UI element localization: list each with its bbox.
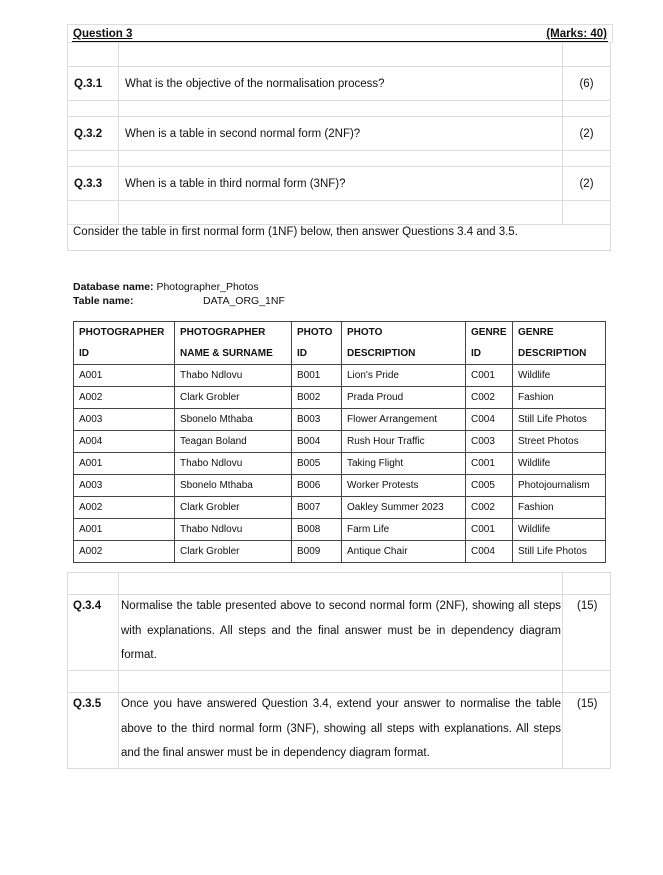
column-header-bottom: DESCRIPTION (342, 342, 466, 365)
table-cell: Sbonelo Mthaba (175, 409, 292, 431)
table-row (74, 475, 606, 497)
table-cell: B004 (292, 431, 342, 453)
table-cell: A004 (74, 431, 175, 453)
table-cell: Fashion (513, 387, 606, 409)
table-cell: Clark Grobler (175, 541, 292, 563)
column-header-top: GENRE (513, 322, 606, 343)
question-number: Q.3.1 (68, 67, 119, 101)
question-row-3-2 (68, 117, 611, 151)
column-header-bottom: DESCRIPTION (513, 342, 606, 365)
table-cell: A001 (74, 365, 175, 387)
table-cell: Teagan Boland (175, 431, 292, 453)
column-header-top: GENRE (466, 322, 513, 343)
database-name-label: Database name: (73, 281, 154, 293)
table-cell: A002 (74, 387, 175, 409)
table-cell: Oakley Summer 2023 (342, 497, 466, 519)
table-cell: Clark Grobler (175, 497, 292, 519)
table-cell: Street Photos (513, 431, 606, 453)
table-row (74, 431, 606, 453)
question-number: Q.3.2 (68, 117, 119, 151)
table-cell: A003 (74, 475, 175, 497)
table-cell: C005 (466, 475, 513, 497)
table-cell: B003 (292, 409, 342, 431)
table-cell: C001 (466, 365, 513, 387)
table-cell: C004 (466, 541, 513, 563)
table-cell: Wildlife (513, 365, 606, 387)
spacer-row (68, 573, 611, 595)
question-text: What is the objective of the normalisation process? (119, 67, 563, 101)
question-marks: (Marks: 40) (546, 28, 607, 40)
table-cell: A002 (74, 541, 175, 563)
table-cell: Still Life Photos (513, 541, 606, 563)
question-header (67, 24, 613, 43)
question-text-3-4: Normalise the table presented above to second normal form (2NF), showing all steps with explanations. All steps and the final answer must be in dependency diagram format. (121, 600, 561, 661)
column-header-top: PHOTOGRAPHER (175, 322, 292, 343)
table-row (74, 519, 606, 541)
table-cell: Thabo Ndlovu (175, 519, 292, 541)
table-cell: B006 (292, 475, 342, 497)
table-cell: B008 (292, 519, 342, 541)
header-row-top (74, 322, 606, 343)
table-cell: A001 (74, 453, 175, 475)
spacer-row (68, 101, 611, 117)
table-cell: A002 (74, 497, 175, 519)
spacer-row (68, 151, 611, 167)
consider-text: Consider the table in first normal form (1NF) below, then answer Questions 3.4 and 3.5. (73, 226, 518, 238)
table-row (74, 409, 606, 431)
question-mark: (2) (563, 117, 611, 151)
question-mark-3-5: (15) (577, 698, 598, 710)
question-row-3-1 (68, 67, 611, 101)
table-cell: Still Life Photos (513, 409, 606, 431)
table-cell: Antique Chair (342, 541, 466, 563)
table-cell: C003 (466, 431, 513, 453)
table-cell: Flower Arrangement (342, 409, 466, 431)
table-cell: B001 (292, 365, 342, 387)
question-mark: (6) (563, 67, 611, 101)
table-cell: Sbonelo Mthaba (175, 475, 292, 497)
photographer-photos-table (73, 321, 606, 563)
spacer-row (68, 43, 611, 67)
table-cell: Thabo Ndlovu (175, 453, 292, 475)
table-cell: Farm Life (342, 519, 466, 541)
table-cell: Clark Grobler (175, 387, 292, 409)
question-title: Question 3 (73, 28, 133, 40)
column-header-bottom: ID (74, 342, 175, 365)
column-header-bottom: ID (466, 342, 513, 365)
table-row (74, 387, 606, 409)
spacer-row (68, 671, 611, 693)
table-row (74, 453, 606, 475)
table-name-label: Table name: (73, 295, 134, 307)
table-cell: Prada Proud (342, 387, 466, 409)
question-number-3-4: Q.3.4 (73, 600, 102, 612)
database-name-line (73, 281, 259, 293)
question-row-3-3 (68, 167, 611, 201)
short-questions-table (67, 42, 611, 251)
question-mark: (2) (563, 167, 611, 201)
table-cell: Lion's Pride (342, 365, 466, 387)
table-cell: C004 (466, 409, 513, 431)
table-row (74, 365, 606, 387)
question-text: When is a table in third normal form (3NF)? (119, 167, 563, 201)
database-name-value: Photographer_Photos (156, 281, 259, 293)
table-cell: Taking Flight (342, 453, 466, 475)
table-cell: Wildlife (513, 519, 606, 541)
column-header-top: PHOTO (342, 322, 466, 343)
table-name-line (73, 295, 134, 307)
question-text-3-5: Once you have answered Question 3.4, extend your answer to normalise the table above to the third normal form (3NF), showing all steps with explanations. All steps and the final answer must be in dependency diagram format. (121, 698, 561, 759)
question-mark-3-4: (15) (577, 600, 598, 612)
header-row-bottom (74, 342, 606, 365)
table-cell: B002 (292, 387, 342, 409)
table-cell: Wildlife (513, 453, 606, 475)
table-cell: C001 (466, 453, 513, 475)
table-cell: B005 (292, 453, 342, 475)
table-cell: Fashion (513, 497, 606, 519)
column-header-top: PHOTOGRAPHER (74, 322, 175, 343)
column-header-bottom: ID (292, 342, 342, 365)
table-cell: A001 (74, 519, 175, 541)
table-cell: C002 (466, 497, 513, 519)
spacer-row (68, 201, 611, 225)
column-header-bottom: NAME & SURNAME (175, 342, 292, 365)
table-row (74, 541, 606, 563)
table-row (74, 497, 606, 519)
question-number: Q.3.3 (68, 167, 119, 201)
table-body (74, 365, 606, 563)
question-text: When is a table in second normal form (2NF)? (119, 117, 563, 151)
table-name-value: DATA_ORG_1NF (203, 295, 285, 307)
column-header-top: PHOTO (292, 322, 342, 343)
table-cell: A003 (74, 409, 175, 431)
question-number-3-5: Q.3.5 (73, 698, 102, 710)
table-cell: Worker Protests (342, 475, 466, 497)
table-cell: C001 (466, 519, 513, 541)
table-cell: Photojournalism (513, 475, 606, 497)
table-cell: Rush Hour Traffic (342, 431, 466, 453)
table-cell: B007 (292, 497, 342, 519)
table-cell: Thabo Ndlovu (175, 365, 292, 387)
table-cell: B009 (292, 541, 342, 563)
table-cell: C002 (466, 387, 513, 409)
